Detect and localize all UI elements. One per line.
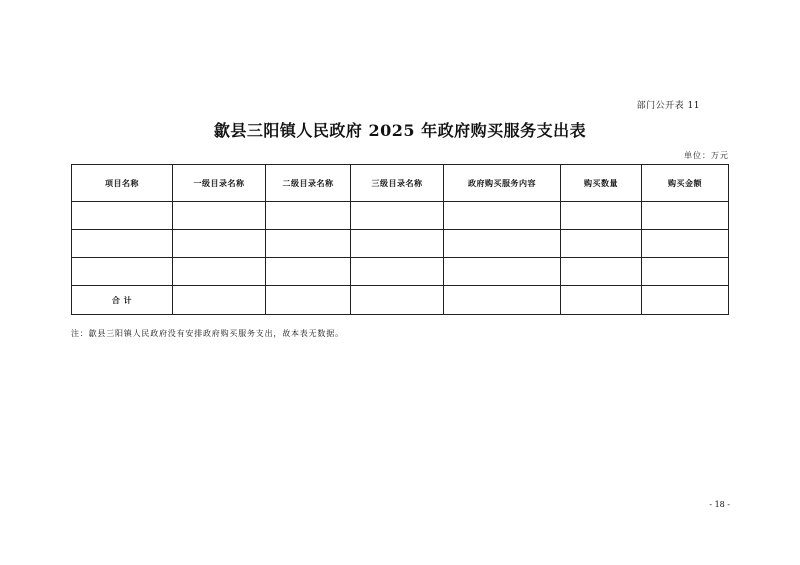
- table-row: [72, 258, 729, 286]
- table-total-row: [72, 286, 729, 315]
- column-header: 二级目录名称: [266, 165, 351, 202]
- table-row: [72, 202, 729, 230]
- table-note: 注：歙县三阳镇人民政府没有安排政府购买服务支出，故本表无数据。: [71, 329, 344, 338]
- total-cell: [266, 286, 351, 315]
- column-header: 三级目录名称: [351, 165, 444, 202]
- table-cell: [444, 202, 561, 230]
- table-cell: [351, 230, 444, 258]
- table-cell: [173, 230, 266, 258]
- table-cell: [561, 202, 642, 230]
- table-cell: [642, 202, 729, 230]
- total-cell: [642, 286, 729, 315]
- table-cell: [266, 258, 351, 286]
- table-cell: [351, 258, 444, 286]
- table-cell: [444, 258, 561, 286]
- table-cell: [72, 258, 173, 286]
- column-header: 项目名称: [72, 165, 173, 202]
- table-cell: [266, 202, 351, 230]
- total-cell: [351, 286, 444, 315]
- table-cell: [266, 230, 351, 258]
- total-label: 合 计: [72, 286, 173, 315]
- total-cell: [444, 286, 561, 315]
- document-title: 歙县三阳镇人民政府 2025 年政府购买服务支出表: [213, 121, 587, 140]
- total-cell: [561, 286, 642, 315]
- table-cell: [72, 230, 173, 258]
- table-cell: [642, 230, 729, 258]
- table-cell: [351, 202, 444, 230]
- table-header-row: [72, 165, 729, 202]
- table-cell: [72, 202, 173, 230]
- table-cell: [642, 258, 729, 286]
- total-cell: [173, 286, 266, 315]
- table-cell: [561, 230, 642, 258]
- column-header: 一级目录名称: [173, 165, 266, 202]
- column-header: 政府购买服务内容: [444, 165, 561, 202]
- table-cell: [444, 230, 561, 258]
- column-header: 购买数量: [561, 165, 642, 202]
- table-cell: [173, 258, 266, 286]
- page-number: - 18 -: [709, 500, 730, 509]
- unit-label: 单位：万元: [684, 151, 729, 160]
- table-number-label: 部门公开表 11: [636, 101, 700, 111]
- column-header: 购买金额: [642, 165, 729, 202]
- expenditure-table: [71, 164, 729, 315]
- table-cell: [561, 258, 642, 286]
- table-row: [72, 230, 729, 258]
- table-cell: [173, 202, 266, 230]
